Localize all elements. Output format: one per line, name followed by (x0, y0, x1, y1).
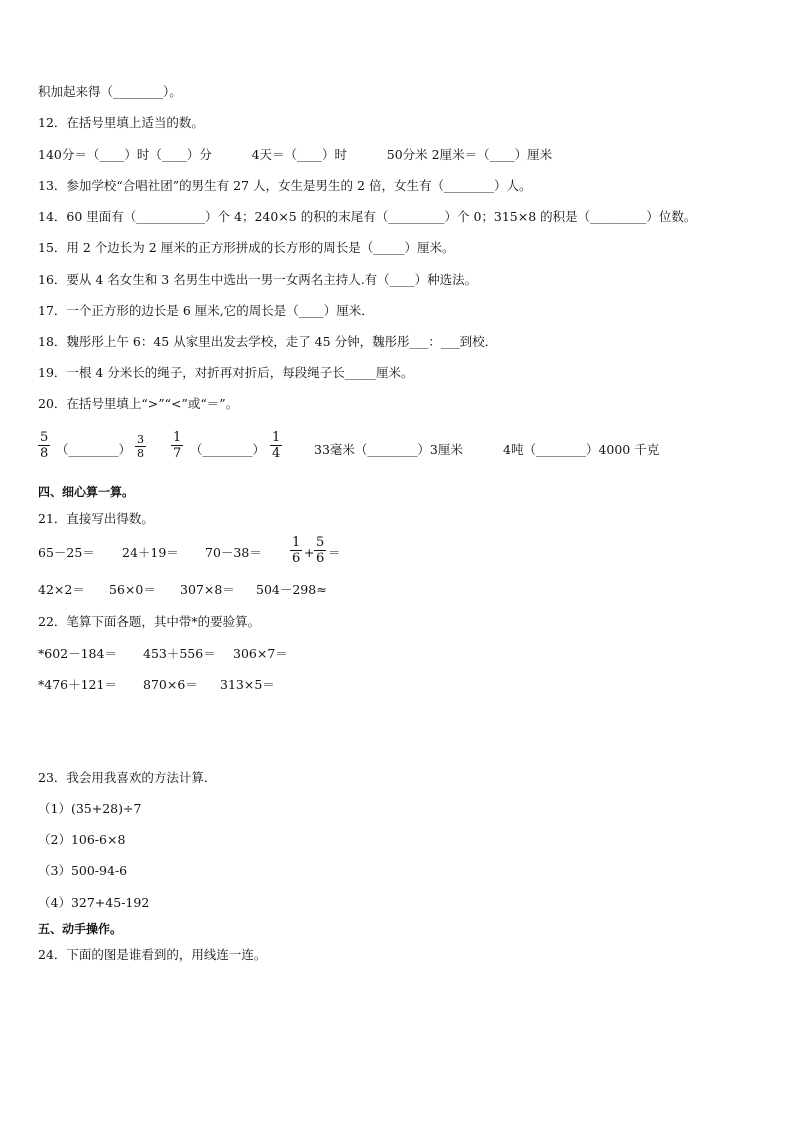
calc-item: 870×6＝ (143, 677, 198, 692)
question-18: 18．魏彤彤上午 6：45 从家里出发去学校，走了 45 分钟，魏彤彤___：___到校． (38, 334, 498, 349)
calc-item: 42×2＝ (38, 582, 85, 597)
fraction-numerator: 5 (40, 430, 49, 445)
calc-item: 307×8＝ (180, 582, 235, 597)
question-19: 19．一根 4 分米长的绳子，对折再对折后，每段绳子长_____厘米。 (38, 365, 414, 380)
question-12: 12．在括号里填上适当的数。 (38, 115, 204, 130)
fraction-5-8 (38, 430, 50, 461)
fraction-denominator: 6 (316, 551, 325, 566)
compare-blank-2: （________） (190, 442, 266, 457)
section-5-heading: 五、动手操作。 (38, 922, 123, 936)
question-22: 22．笔算下面各题，其中带*的要验算。 (38, 614, 261, 629)
q23-item-1: （1）(35+28)÷7 (38, 801, 142, 816)
fraction-1-4 (270, 430, 282, 461)
fraction-denominator: 6 (292, 551, 301, 566)
fraction-numerator: 1 (272, 430, 281, 445)
fraction-denominator: 8 (137, 447, 144, 460)
line-11-tail: 积加起来得（________）。 (38, 84, 182, 99)
fraction-1-7 (171, 430, 183, 461)
q23-item-4: （4）327+45-192 (38, 895, 150, 910)
compare-length: 33毫米（________）3厘米 (314, 442, 463, 457)
question-23: 23．我会用我喜欢的方法计算． (38, 770, 217, 785)
calc-item: *476＋121＝ (38, 677, 117, 692)
question-24: 24．下面的图是谁看到的，用线连一连。 (38, 947, 267, 962)
fraction-numerator: 5 (316, 535, 325, 550)
calc-item: 70－38＝ (205, 545, 262, 560)
question-17: 17．一个正方形的边长是 6 厘米,它的周长是（____）厘米． (38, 303, 374, 318)
fraction-denominator: 8 (40, 446, 49, 461)
question-14: 14．60 里面有（___________）个 4；240×5 的积的末尾有（_________）个 0；315×8 的积是（_________）位数。 (38, 209, 697, 224)
fraction-3-8 (135, 433, 146, 460)
section-4-heading: 四、细心算一算。 (38, 485, 135, 499)
question-13: 13．参加学校“合唱社团”的男生有 27 人，女生是男生的 2 倍，女生有（________）人。 (38, 178, 532, 193)
question-21: 21．直接写出得数。 (38, 511, 154, 526)
compare-blank-1: （________） (56, 442, 132, 457)
fraction-numerator: 1 (292, 535, 301, 550)
question-16: 16．要从 4 名女生和 3 名男生中选出一男一女两名主持人.有（____）种选法。 (38, 272, 478, 287)
question-20: 20．在括号里填上“>”“<”或“＝”。 (38, 396, 239, 411)
calc-item: 313×5＝ (220, 677, 275, 692)
fraction-denominator: 4 (272, 446, 281, 461)
fraction-numerator: 3 (137, 433, 144, 446)
equals-sign: ＝ (328, 545, 341, 560)
fraction-5-6 (314, 535, 326, 566)
fraction-numerator: 1 (173, 430, 182, 445)
calc-item: 504－298≈ (256, 582, 327, 597)
q23-item-3: （3）500-94-6 (38, 863, 128, 878)
plus-sign: + (304, 545, 315, 560)
compare-weight: 4吨（________）4000 千克 (503, 442, 660, 457)
calc-item: 65－25＝ (38, 545, 95, 560)
calc-item: 453＋556＝ (143, 646, 216, 661)
question-15: 15．用 2 个边长为 2 厘米的正方形拼成的长方形的周长是（_____）厘米。 (38, 240, 455, 255)
question-12-items: 140分＝（____）时（____）分 4天＝（____）时 50分米 2厘米＝（____）厘米 (38, 147, 553, 162)
fraction-denominator: 7 (173, 446, 182, 461)
calc-item: 24＋19＝ (122, 545, 179, 560)
calc-item: 56×0＝ (109, 582, 156, 597)
calc-item: 306×7＝ (233, 646, 288, 661)
calc-item: *602－184＝ (38, 646, 117, 661)
fraction-1-6 (290, 535, 302, 566)
q23-item-2: （2）106-6×8 (38, 832, 126, 847)
